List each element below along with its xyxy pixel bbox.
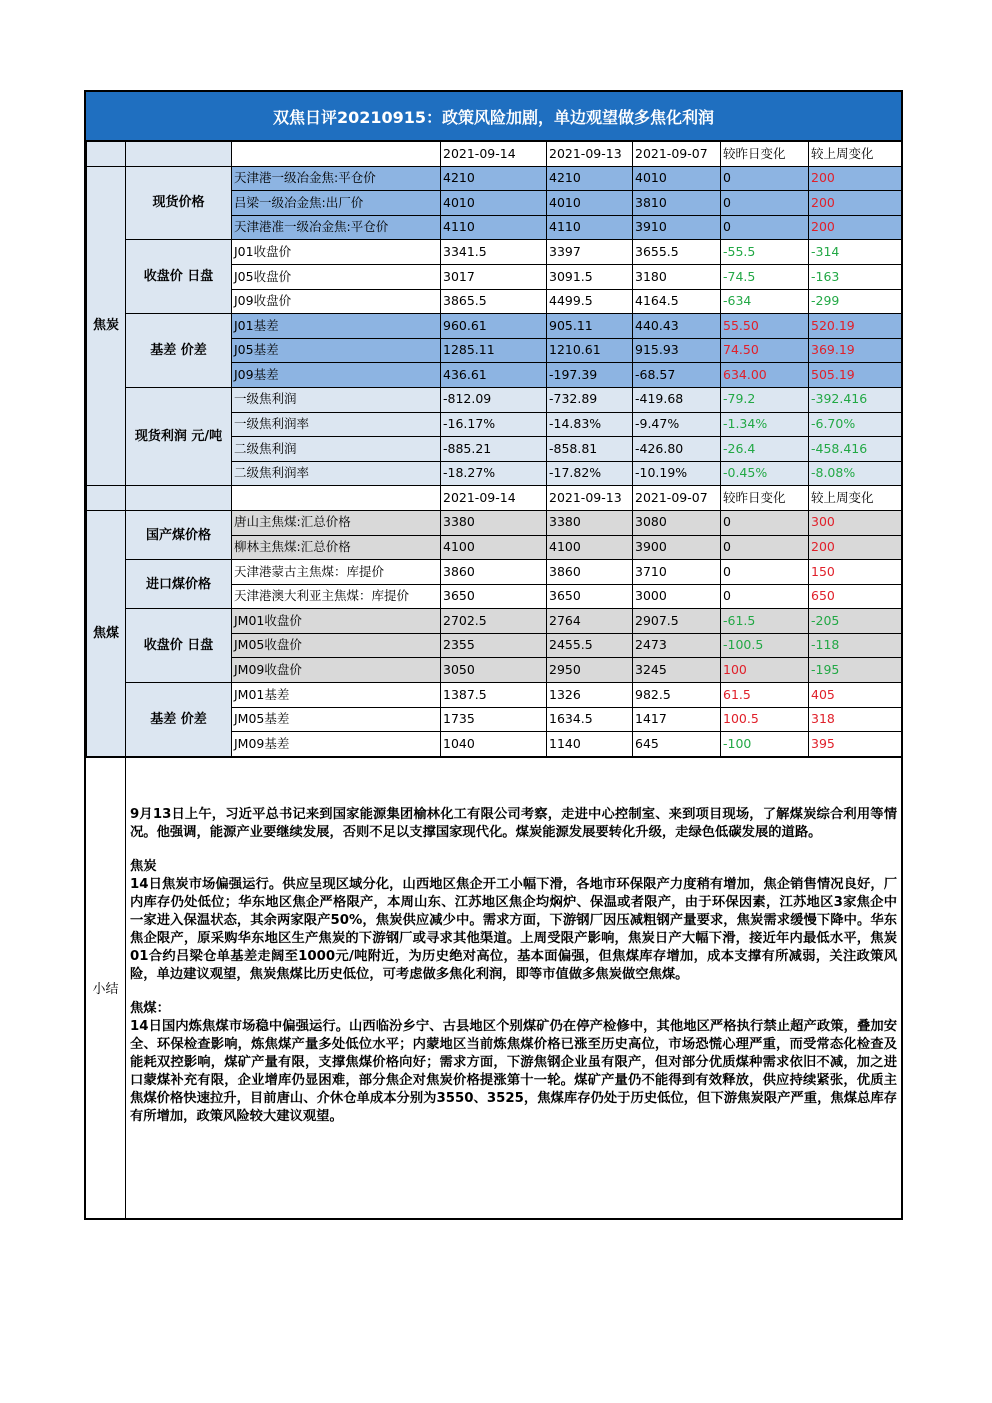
header-blank xyxy=(126,142,232,167)
header-blank xyxy=(126,486,232,511)
weekly-change-cell: 505.19 xyxy=(809,363,902,388)
value-cell: 2764 xyxy=(547,609,633,634)
weekly-change-cell: 520.19 xyxy=(809,314,902,339)
header-blank xyxy=(87,142,126,167)
value-cell: 3860 xyxy=(547,560,633,585)
daily-change-cell: -634 xyxy=(721,289,809,314)
summary-label: 小结 xyxy=(86,758,126,1218)
column-header: 2021-09-07 xyxy=(633,142,721,167)
column-header: 较上周变化 xyxy=(809,142,902,167)
coal-heading: 焦煤： xyxy=(130,1000,170,1016)
value-cell: -68.57 xyxy=(633,363,721,388)
weekly-change-cell: -118 xyxy=(809,633,902,658)
value-cell: 915.93 xyxy=(633,338,721,363)
indicator-name: 一级焦利润率 xyxy=(232,412,441,437)
group-label: 收盘价 日盘 xyxy=(126,240,232,314)
weekly-change-cell: -195 xyxy=(809,658,902,683)
coke-text: 14日焦炭市场偏强运行。供应呈现区域分化，山西地区焦企开工小幅下滑，各地市环保限产力度稍有增加，焦企销售情况良好，厂内库存仍处低位；华东地区焦企严格限产，本周山东、江苏地区焦企均焖炉、保温或者限产，由于环保因素，江苏地区3家焦企中一家进入保温状态，其余两家限产50%，焦炭供应减少中。需求方面，下游钢厂因压减粗钢产量要求，焦炭需求缓慢下降中。华东焦企限产，原采购华东地区生产焦炭的下游钢厂或寻求其他渠道。上周受限产影响，焦炭日产大幅下滑，接近年内最低水平，焦炭01合约吕梁仓单基差走阔至1000元/吨附近，为历史绝对高位，基本面偏强，但焦煤库存增加，成本支撑有所减弱，关注政策风险，单边建议观望，焦炭焦煤比历史低位，可考虑做多焦化利润，即等市值做多焦炭做空焦煤。 xyxy=(130,876,897,982)
indicator-name: J05收盘价 xyxy=(232,264,441,289)
category-label: 焦煤 xyxy=(87,510,126,756)
value-cell: 3650 xyxy=(441,584,547,609)
indicator-name: 唐山主焦煤:汇总价格 xyxy=(232,510,441,535)
header-blank xyxy=(232,486,441,511)
daily-change-cell: -61.5 xyxy=(721,609,809,634)
value-cell: 4100 xyxy=(441,535,547,560)
value-cell: -17.82% xyxy=(547,461,633,486)
indicator-name: J05基差 xyxy=(232,338,441,363)
indicator-name: 柳林主焦煤:汇总价格 xyxy=(232,535,441,560)
indicator-name: JM09基差 xyxy=(232,732,441,757)
daily-change-cell: -55.5 xyxy=(721,240,809,265)
daily-change-cell: -74.5 xyxy=(721,264,809,289)
value-cell: 3000 xyxy=(633,584,721,609)
indicator-name: 二级焦利润 xyxy=(232,437,441,462)
indicator-name: JM01基差 xyxy=(232,683,441,708)
weekly-change-cell: 369.19 xyxy=(809,338,902,363)
daily-change-cell: -79.2 xyxy=(721,387,809,412)
indicator-name: J09收盘价 xyxy=(232,289,441,314)
daily-change-cell: 0 xyxy=(721,215,809,240)
column-header: 较昨日变化 xyxy=(721,142,809,167)
table-row xyxy=(87,166,902,191)
value-cell: 4010 xyxy=(633,166,721,191)
value-cell: 2355 xyxy=(441,633,547,658)
value-cell: 1040 xyxy=(441,732,547,757)
group-label: 进口煤价格 xyxy=(126,560,232,609)
group-label: 基差 价差 xyxy=(126,314,232,388)
value-cell: 4110 xyxy=(441,215,547,240)
value-cell: 440.43 xyxy=(633,314,721,339)
daily-change-cell: 0 xyxy=(721,584,809,609)
value-cell: 3655.5 xyxy=(633,240,721,265)
summary-body xyxy=(126,758,901,1218)
value-cell: 1326 xyxy=(547,683,633,708)
indicator-name: 一级焦利润 xyxy=(232,387,441,412)
daily-change-cell: 74.50 xyxy=(721,338,809,363)
value-cell: -732.89 xyxy=(547,387,633,412)
column-header: 2021-09-07 xyxy=(633,486,721,511)
weekly-change-cell: 405 xyxy=(809,683,902,708)
value-cell: 4110 xyxy=(547,215,633,240)
value-cell: 3910 xyxy=(633,215,721,240)
coke-heading: 焦炭 xyxy=(130,858,157,874)
value-cell: 1285.11 xyxy=(441,338,547,363)
value-cell: 4100 xyxy=(547,535,633,560)
weekly-change-cell: 200 xyxy=(809,535,902,560)
weekly-change-cell: -314 xyxy=(809,240,902,265)
daily-change-cell: -0.45% xyxy=(721,461,809,486)
indicator-name: J01收盘价 xyxy=(232,240,441,265)
value-cell: 4499.5 xyxy=(547,289,633,314)
category-label: 焦炭 xyxy=(87,166,126,486)
value-cell: -197.39 xyxy=(547,363,633,388)
column-header: 2021-09-14 xyxy=(441,142,547,167)
value-cell: 1387.5 xyxy=(441,683,547,708)
group-label: 现货利润 元/吨 xyxy=(126,387,232,485)
indicator-name: 吕梁一级冶金焦:出厂价 xyxy=(232,191,441,216)
summary-section xyxy=(86,757,901,1218)
group-label: 现货价格 xyxy=(126,166,232,240)
value-cell: 3650 xyxy=(547,584,633,609)
value-cell: 3017 xyxy=(441,264,547,289)
value-cell: 4010 xyxy=(441,191,547,216)
table-row xyxy=(87,240,902,265)
daily-change-cell: -100.5 xyxy=(721,633,809,658)
indicator-name: J01基差 xyxy=(232,314,441,339)
header-blank xyxy=(87,486,126,511)
value-cell: 3341.5 xyxy=(441,240,547,265)
daily-change-cell: 55.50 xyxy=(721,314,809,339)
value-cell: 3865.5 xyxy=(441,289,547,314)
daily-change-cell: 0 xyxy=(721,191,809,216)
value-cell: 1634.5 xyxy=(547,707,633,732)
weekly-change-cell: -392.416 xyxy=(809,387,902,412)
column-header: 2021-09-13 xyxy=(547,486,633,511)
header-row xyxy=(87,142,902,167)
coal-text: 14日国内炼焦煤市场稳中偏强运行。山西临汾乡宁、古县地区个别煤矿仍在停产检修中，其他地区严格执行禁止超产政策，叠加安全、环保检查影响，炼焦煤产量多处低位水平；内蒙地区当前炼焦煤价格已涨至历史高位，市场恐慌心理严重，而受常态化检查及能耗双控影响，煤矿产量有限，支撑焦煤价格向好；需求方面，下游焦钢企业虽有限产，但对部分优质煤种需求依旧不减，加之进口蒙煤补充有限，企业增库仍显困难，部分焦企对焦炭价格提涨第十一轮。煤矿产量仍不能得到有效释放，供应持续紧张，优质主焦煤价格快速拉升，目前唐山、介休仓单成本分别为3550、3525，焦煤库存仍处于历史低位，但下游焦炭限产严重，焦煤总库存有所增加，政策风险较大建议观望。 xyxy=(130,1018,897,1124)
value-cell: 4210 xyxy=(547,166,633,191)
weekly-change-cell: -458.416 xyxy=(809,437,902,462)
weekly-change-cell: -205 xyxy=(809,609,902,634)
group-label: 收盘价 日盘 xyxy=(126,609,232,683)
daily-change-cell: 61.5 xyxy=(721,683,809,708)
daily-change-cell: 100 xyxy=(721,658,809,683)
value-cell: 3860 xyxy=(441,560,547,585)
value-cell: 960.61 xyxy=(441,314,547,339)
weekly-change-cell: 318 xyxy=(809,707,902,732)
daily-change-cell: 0 xyxy=(721,560,809,585)
column-header: 较上周变化 xyxy=(809,486,902,511)
value-cell: 4010 xyxy=(547,191,633,216)
value-cell: 3245 xyxy=(633,658,721,683)
summary-coke xyxy=(130,858,897,984)
daily-change-cell: 0 xyxy=(721,510,809,535)
table-row xyxy=(87,510,902,535)
header-row xyxy=(87,486,902,511)
value-cell: 2473 xyxy=(633,633,721,658)
indicator-name: 天津港澳大利亚主焦煤：库提价 xyxy=(232,584,441,609)
value-cell: 4164.5 xyxy=(633,289,721,314)
value-cell: -426.80 xyxy=(633,437,721,462)
value-cell: 2702.5 xyxy=(441,609,547,634)
indicator-name: 天津港一级冶金焦:平仓价 xyxy=(232,166,441,191)
value-cell: -14.83% xyxy=(547,412,633,437)
value-cell: 3900 xyxy=(633,535,721,560)
value-cell: -18.27% xyxy=(441,461,547,486)
value-cell: -9.47% xyxy=(633,412,721,437)
value-cell: -885.21 xyxy=(441,437,547,462)
daily-change-cell: 100.5 xyxy=(721,707,809,732)
weekly-change-cell: -6.70% xyxy=(809,412,902,437)
report-title: 双焦日评20210915：政策风险加剧，单边观望做多焦化利润 xyxy=(86,92,901,141)
weekly-change-cell: 200 xyxy=(809,166,902,191)
table-row xyxy=(87,560,902,585)
value-cell: 645 xyxy=(633,732,721,757)
value-cell: 3180 xyxy=(633,264,721,289)
weekly-change-cell: 650 xyxy=(809,584,902,609)
value-cell: 1417 xyxy=(633,707,721,732)
column-header: 2021-09-13 xyxy=(547,142,633,167)
value-cell: 3380 xyxy=(441,510,547,535)
value-cell: -858.81 xyxy=(547,437,633,462)
summary-coal xyxy=(130,1000,897,1126)
value-cell: 905.11 xyxy=(547,314,633,339)
weekly-change-cell: 200 xyxy=(809,215,902,240)
value-cell: 1735 xyxy=(441,707,547,732)
indicator-name: 二级焦利润率 xyxy=(232,461,441,486)
weekly-change-cell: 200 xyxy=(809,191,902,216)
daily-change-cell: -100 xyxy=(721,732,809,757)
indicator-name: JM05基差 xyxy=(232,707,441,732)
weekly-change-cell: 150 xyxy=(809,560,902,585)
value-cell: -10.19% xyxy=(633,461,721,486)
value-cell: 3397 xyxy=(547,240,633,265)
value-cell: -419.68 xyxy=(633,387,721,412)
price-table xyxy=(86,141,902,757)
value-cell: 3080 xyxy=(633,510,721,535)
summary-intro: 9月13日上午，习近平总书记来到国家能源集团榆林化工有限公司考察，走进中心控制室、来到项目现场，了解煤炭综合利用等情况。他强调，能源产业要继续发展，否则不足以支撑国家现代化。煤炭能源发展要转化升级，走绿色低碳发展的道路。 xyxy=(130,806,897,840)
table-row xyxy=(87,314,902,339)
table-row xyxy=(87,609,902,634)
daily-change-cell: -1.34% xyxy=(721,412,809,437)
daily-change-cell: 0 xyxy=(721,166,809,191)
value-cell: 436.61 xyxy=(441,363,547,388)
indicator-name: JM01收盘价 xyxy=(232,609,441,634)
value-cell: 3091.5 xyxy=(547,264,633,289)
daily-change-cell: -26.4 xyxy=(721,437,809,462)
value-cell: 3810 xyxy=(633,191,721,216)
daily-change-cell: 0 xyxy=(721,535,809,560)
weekly-change-cell: -163 xyxy=(809,264,902,289)
value-cell: 3710 xyxy=(633,560,721,585)
weekly-change-cell: 300 xyxy=(809,510,902,535)
value-cell: 1210.61 xyxy=(547,338,633,363)
value-cell: -812.09 xyxy=(441,387,547,412)
report-sheet xyxy=(84,90,903,1220)
group-label: 基差 价差 xyxy=(126,683,232,757)
indicator-name: JM09收盘价 xyxy=(232,658,441,683)
table-row xyxy=(87,387,902,412)
value-cell: 982.5 xyxy=(633,683,721,708)
group-label: 国产煤价格 xyxy=(126,510,232,559)
column-header: 2021-09-14 xyxy=(441,486,547,511)
value-cell: 3050 xyxy=(441,658,547,683)
value-cell: 4210 xyxy=(441,166,547,191)
column-header: 较昨日变化 xyxy=(721,486,809,511)
daily-change-cell: 634.00 xyxy=(721,363,809,388)
value-cell: 3380 xyxy=(547,510,633,535)
table-row xyxy=(87,683,902,708)
header-blank xyxy=(232,142,441,167)
value-cell: 1140 xyxy=(547,732,633,757)
value-cell: 2455.5 xyxy=(547,633,633,658)
value-cell: -16.17% xyxy=(441,412,547,437)
weekly-change-cell: 395 xyxy=(809,732,902,757)
value-cell: 2950 xyxy=(547,658,633,683)
value-cell: 2907.5 xyxy=(633,609,721,634)
weekly-change-cell: -8.08% xyxy=(809,461,902,486)
indicator-name: J09基差 xyxy=(232,363,441,388)
indicator-name: 天津港蒙古主焦煤：库提价 xyxy=(232,560,441,585)
indicator-name: 天津港准一级冶金焦:平仓价 xyxy=(232,215,441,240)
indicator-name: JM05收盘价 xyxy=(232,633,441,658)
weekly-change-cell: -299 xyxy=(809,289,902,314)
